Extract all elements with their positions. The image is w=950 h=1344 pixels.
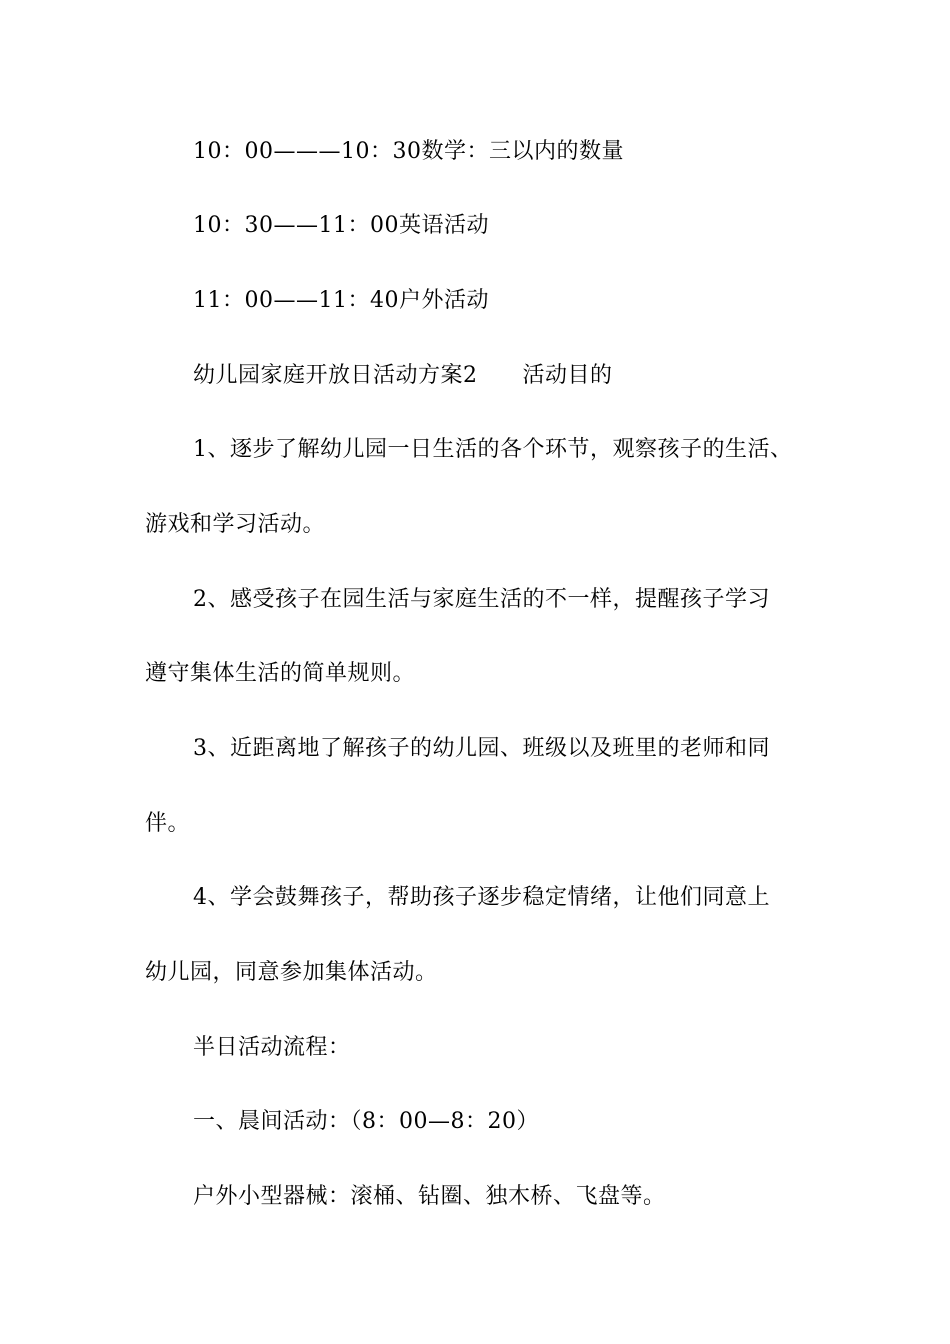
- section-heading: 幼儿园家庭开放日活动方案2 活动目的: [193, 363, 613, 388]
- goal-2-line-1: 2、感受孩子在园生活与家庭生活的不一样，提醒孩子学习: [193, 587, 770, 612]
- goal-2-line-2: 遵守集体生活的简单规则。: [145, 661, 416, 686]
- schedule-outdoor: 11：00——11：40户外活动: [193, 288, 489, 313]
- goal-1-line-2: 游戏和学习活动。: [145, 512, 326, 537]
- flow-heading: 半日活动流程：: [193, 1035, 351, 1060]
- schedule-math: 10：00———10：30数学：三以内的数量: [193, 139, 624, 164]
- outdoor-equipment: 户外小型器械：滚桶、钻圈、独木桥、飞盘等。: [193, 1184, 666, 1209]
- goal-3-line-2: 伴。: [145, 811, 191, 836]
- morning-activity: 一、晨间活动：（8：00—8：20）: [193, 1109, 539, 1134]
- goal-3-line-1: 3、近距离地了解孩子的幼儿园、班级以及班里的老师和同: [193, 736, 770, 761]
- goal-4-line-2: 幼儿园，同意参加集体活动。: [145, 960, 438, 985]
- goal-4-line-1: 4、学会鼓舞孩子，帮助孩子逐步稳定情绪，让他们同意上: [193, 885, 770, 910]
- goal-1-line-1: 1、逐步了解幼儿园一日生活的各个环节，观察孩子的生活、: [193, 437, 793, 462]
- schedule-english: 10：30——11：00英语活动: [193, 213, 489, 238]
